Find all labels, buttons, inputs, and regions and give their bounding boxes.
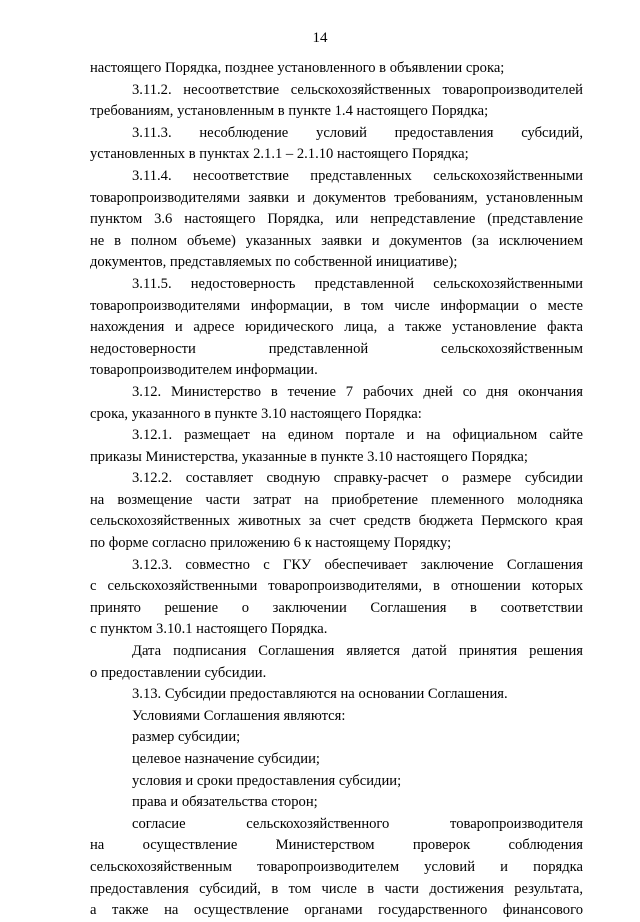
- text-line: товаропроизводителями информации, в том числе информации о месте: [90, 297, 583, 314]
- text-line: 3.12. Министерство в течение 7 рабочих дней со дня окончания: [132, 383, 583, 400]
- text-line: установленных в пунктах 2.1.1 – 2.1.10 настоящего Порядка;: [90, 146, 469, 163]
- paragraph: [90, 641, 583, 684]
- paragraph: [90, 749, 583, 771]
- paragraph: [90, 382, 583, 425]
- text-line: срока, указанного в пункте 3.10 настоящего Порядка:: [90, 405, 422, 422]
- paragraph: [90, 771, 583, 793]
- page-number: 14: [312, 30, 328, 46]
- text-line: сельскохозяйственным товаропроизводителем условий и порядка: [90, 858, 583, 875]
- paragraph: [90, 274, 583, 382]
- text-line: товаропроизводителями заявки и документов требованиям, установленным: [90, 189, 583, 206]
- text-line: требованиям, установленным в пункте 1.4 настоящего Порядка;: [90, 103, 489, 120]
- text-line: о предоставлении субсидии.: [90, 664, 267, 681]
- text-line: согласие сельскохозяйственного товаропроизводителя: [132, 815, 583, 832]
- text-line: размер субсидии;: [132, 729, 241, 746]
- text-line: недостоверности представленной сельскохозяйственным: [90, 340, 583, 357]
- document-body: [90, 58, 583, 922]
- text-line: на возмещение части затрат на приобретение племенного молодняка: [90, 491, 583, 508]
- text-line: 3.11.4. несоответствие представленных сельскохозяйственными: [132, 167, 583, 184]
- text-line: с пунктом 3.10.1 настоящего Порядка.: [90, 621, 328, 638]
- paragraph: [90, 684, 583, 706]
- text-line: документов, представляемых по собственной инициативе);: [90, 254, 458, 271]
- text-line: 3.11.2. несоответствие сельскохозяйственных товаропроизводителей: [132, 81, 583, 98]
- paragraph: [90, 166, 583, 274]
- text-line: принято решение о заключении Соглашения в соответствии: [90, 599, 583, 616]
- text-line: нахождения и адресе юридического лица, а также установление факта: [90, 319, 583, 336]
- paragraph: [90, 468, 583, 554]
- text-line: 3.13. Субсидии предоставляются на основании Соглашения.: [132, 686, 508, 703]
- paragraph: [90, 123, 583, 166]
- text-line: по форме согласно приложению 6 к настоящему Порядку;: [90, 535, 452, 552]
- text-line: приказы Министерства, указанные в пункте 3.10 настоящего Порядка;: [90, 448, 528, 465]
- text-line: товаропроизводителем информации.: [90, 362, 318, 379]
- text-line: 3.11.3. несоблюдение условий предоставления субсидий,: [132, 124, 583, 141]
- paragraph: [90, 706, 583, 728]
- text-line: 3.12.2. составляет сводную справку-расчет о размере субсидии: [132, 470, 583, 487]
- text-line: настоящего Порядка, позднее установленного в объявлении срока;: [90, 60, 505, 76]
- paragraph: [90, 792, 583, 814]
- paragraph: [90, 555, 583, 641]
- paragraph: [90, 727, 583, 749]
- paragraph: [90, 425, 583, 468]
- paragraph: [90, 80, 583, 123]
- text-line: предоставления субсидий, в том числе в части достижения результата,: [90, 880, 583, 897]
- text-line: 3.12.3. совместно с ГКУ обеспечивает заключение Соглашения: [132, 556, 583, 573]
- text-line: условия и сроки предоставления субсидии;: [132, 772, 402, 789]
- text-line: пунктом 3.6 настоящего Порядка, или непредставление (представление: [90, 211, 583, 228]
- text-line: 3.11.5. недостоверность представленной сельскохозяйственными: [132, 275, 583, 292]
- text-line: Дата подписания Соглашения является датой принятия решения: [132, 643, 583, 660]
- text-line: на осуществление Министерством проверок соблюдения: [90, 837, 583, 854]
- text-line: с сельскохозяйственными товаропроизводителями, в отношении которых: [90, 578, 583, 595]
- paragraph: [90, 814, 583, 922]
- text-line: а также на осуществление органами государственного финансового: [90, 902, 583, 919]
- text-line: Условиями Соглашения являются:: [132, 707, 346, 724]
- text-line: сельскохозяйственных животных за счет средств бюджета Пермского края: [90, 513, 583, 530]
- text-line: не в полном объеме) указанных заявки и документов (за исключением: [90, 232, 583, 249]
- text-line: 3.12.1. размещает на едином портале и на официальном сайте: [132, 427, 583, 444]
- text-line: права и обязательства сторон;: [132, 794, 318, 811]
- paragraph: [90, 58, 583, 80]
- text-line: целевое назначение субсидии;: [132, 751, 320, 767]
